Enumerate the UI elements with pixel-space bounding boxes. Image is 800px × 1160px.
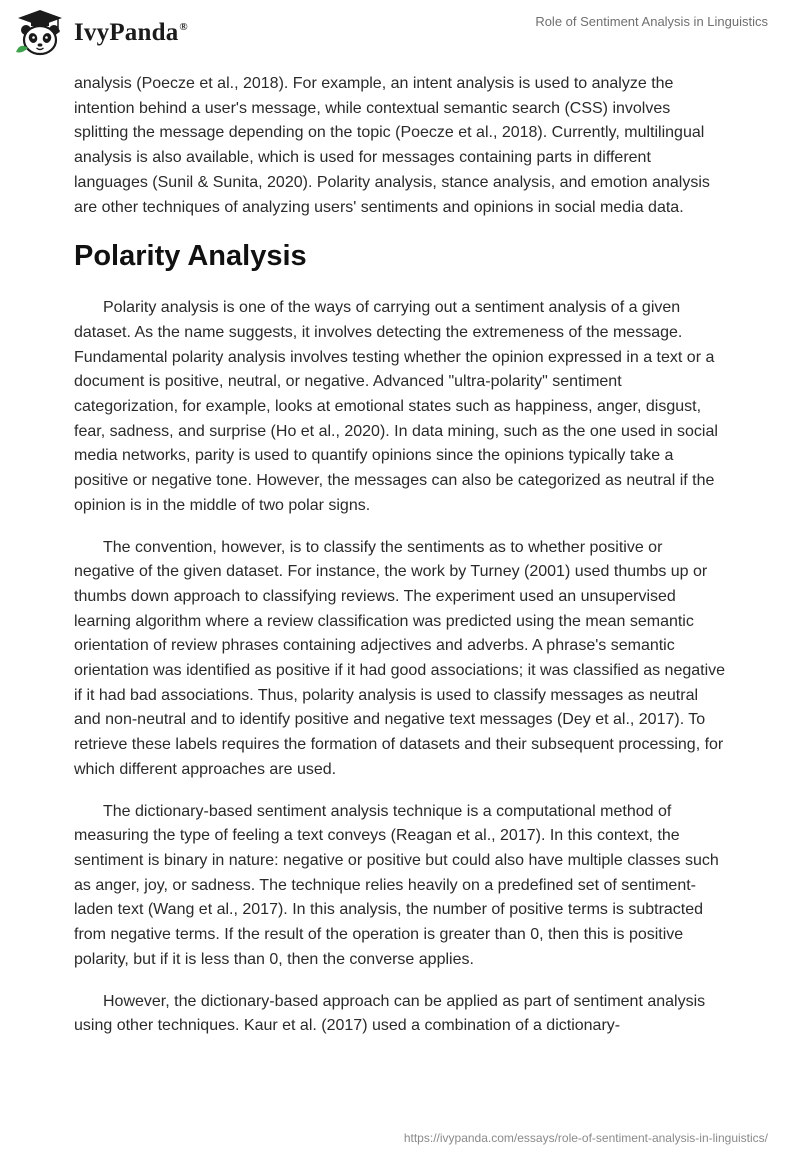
paragraph: The convention, however, is to classify the sentiments as to whether positive or negative of the given dataset. For instance, the work by Turney (2001) used thumbs up or thumbs down approach to classifying reviews. The experiment used an unsupervised learning algorithm where a review classification was predicted using the mean semantic orientation of review phrases containing adjectives and adverbs. A phrase's semantic orientation was identified as positive if it had good associations; it was classified as negative if it had bad associations. Thus, polarity analysis is used to classify messages as neutral and non-neutral and to identify positive and negative text messages (Dey et al., 2017). To retrieve these labels requires the formation of datasets and their subsequent processing, for which different approaches are used. [74,538,726,778]
paragraph: The dictionary-based sentiment analysis technique is a computational method of measuring the type of feeling a text conveys (Reagan et al., 2017). In this context, the sentiment is binary in nature: negative or positive but could also have multiple classes such as anger, joy, or sadness. The technique relies heavily on a predefined set of sentiment-laden text (Wang et al., 2017). In this analysis, the number of positive terms is subtracted from negative terms. If the result of the operation is greater than 0, then this is positive polarity, but if it is less than 0, then the converse applies. [74,802,719,968]
page-header [0,0,800,64]
brand-name [74,19,188,47]
registered-mark: ® [179,21,188,33]
document-title: Role of Sentiment Analysis in Linguistics [535,14,768,29]
source-url-link[interactable]: https://ivypanda.com/essays/role-of-sentiment-analysis-in-linguistics/ [403,1131,768,1145]
brand-logo[interactable] [14,8,188,58]
brand-text: IvyPanda [74,19,179,46]
panda-graduate-logo-icon [14,8,66,58]
paragraph: However, the dictionary-based approach can be applied as part of sentiment analysis using other techniques. Kaur et al. (2017) used a combination of a dictionary- [74,992,706,1035]
paragraph: Polarity analysis is one of the ways of carrying out a sentiment analysis of a given dataset. As the name suggests, it involves detecting the extremeness of the message. Fundamental polarity analysis involves testing whether the opinion expressed in a text or a document is positive, neutral, or negative. Advanced "ultra-polarity" sentiment categorization, for example, looks at emotional states such as happiness, anger, disgust, fear, sadness, and surprise (Ho et al., 2020). In data mining, such as the one used in social media networks, parity is used to quantify opinions since the opinions typically take a positive or negative tone. However, the messages can also be categorized as neutral if the opinion is in the middle of two polar signs. [74,299,718,514]
intro-paragraph: analysis (Poecze et al., 2018). For example, an intent analysis is used to analyze the intention behind a user's message, while contextual semantic search (CSS) involves splitting the message depending on the topic (Poecze et al., 2018). Currently, multilingual analysis is also available, which is used for messages containing parts in different languages (Sunil & Sunita, 2020). Polarity analysis, stance analysis, and emotion analysis are other techniques of analyzing users' sentiments and opinions in social media data. [74,75,710,216]
section-heading: Polarity Analysis [74,240,307,273]
essay-content [74,72,726,1056]
